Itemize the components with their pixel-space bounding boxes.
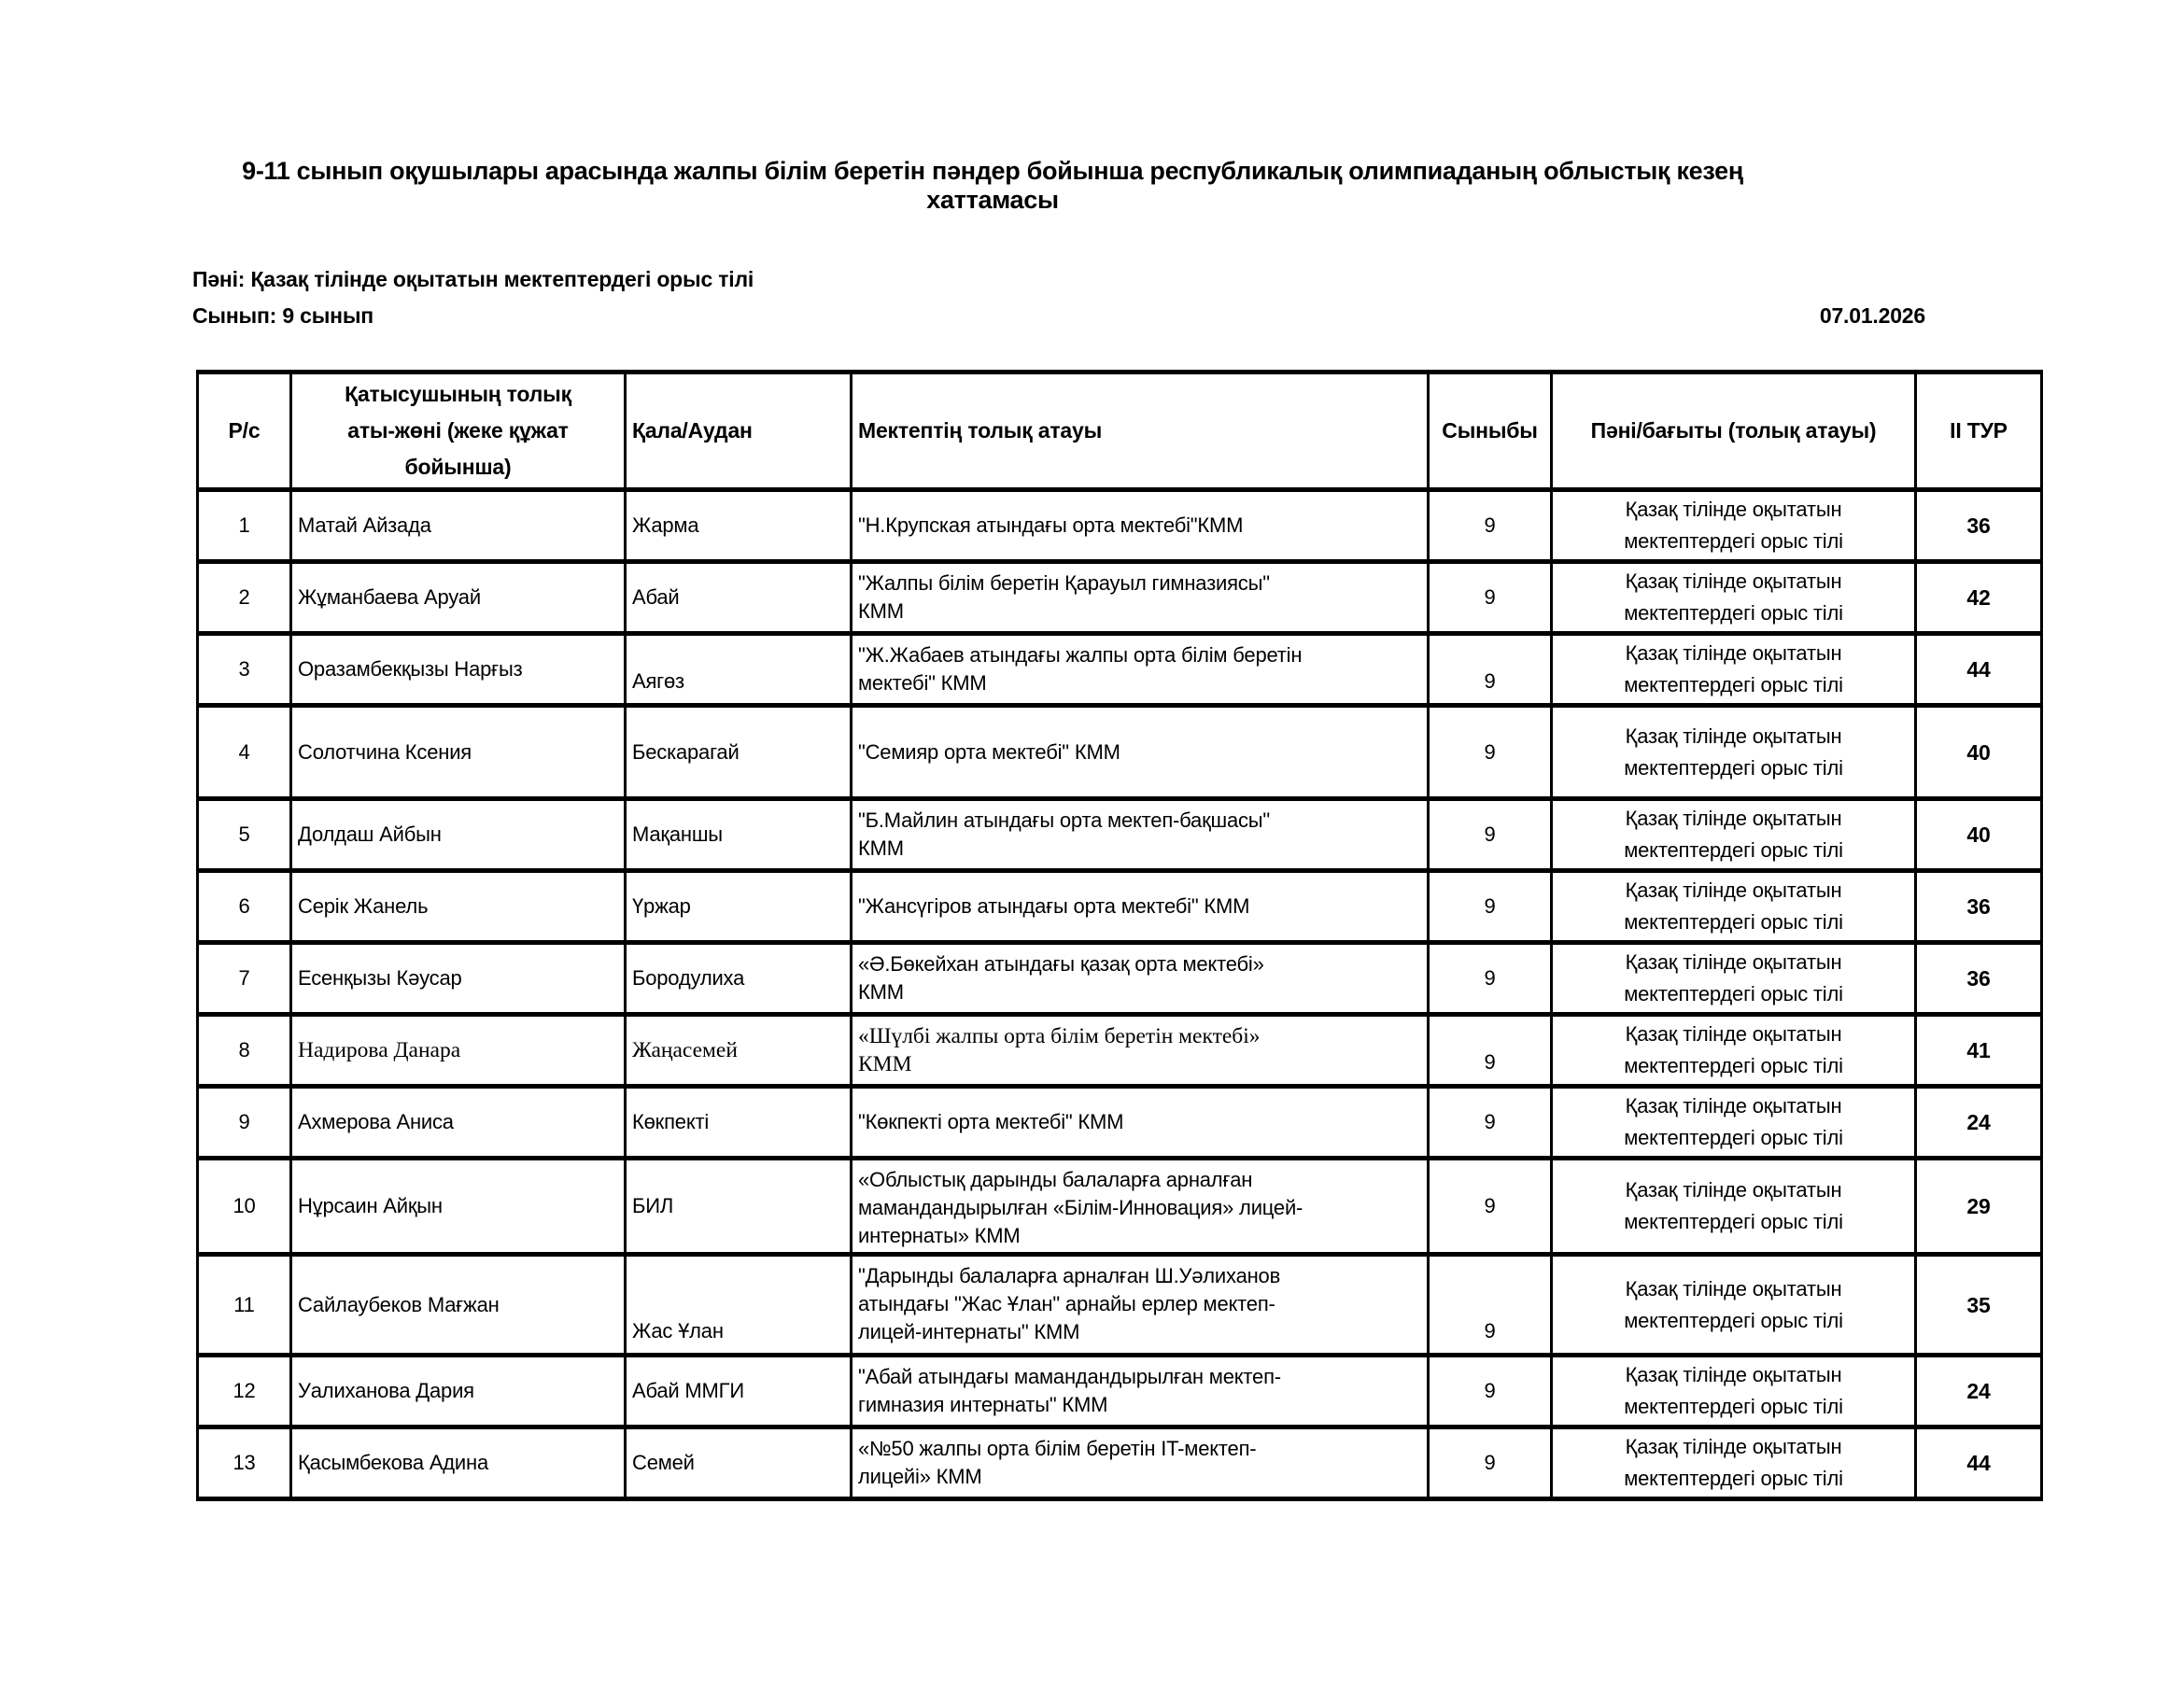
cell-num: 6 (198, 871, 291, 943)
header-city: Қала/Аудан (626, 373, 852, 490)
cell-score: 44 (1916, 634, 2042, 706)
cell-subject: Қазақ тілінде оқытатын мектептердегі орыс тілі (1552, 1427, 1916, 1499)
subject-line (192, 267, 2184, 292)
table-row (198, 706, 2042, 799)
cell-subject: Қазақ тілінде оқытатын мектептердегі орыс тілі (1552, 1356, 1916, 1427)
cell-name: Уалиханова Дария (291, 1356, 626, 1427)
cell-school: «Облыстық дарынды балаларға арналған мамандандырылған «Білім-Инновация» лицей-интернаты» КММ (852, 1159, 1429, 1255)
cell-name: Ахмерова Аниса (291, 1087, 626, 1159)
table-row (198, 634, 2042, 706)
cell-subject: Қазақ тілінде оқытатын мектептердегі орыс тілі (1552, 1159, 1916, 1255)
cell-grade: 9 (1429, 634, 1552, 706)
cell-name: Долдаш Айбын (291, 799, 626, 871)
header-school: Мектептің толық атауы (852, 373, 1429, 490)
cell-city: Бескарагай (626, 706, 852, 799)
header-grade: Сыныбы (1429, 373, 1552, 490)
cell-subject: Қазақ тілінде оқытатын мектептердегі орыс тілі (1552, 490, 1916, 562)
cell-subject: Қазақ тілінде оқытатын мектептердегі орыс тілі (1552, 634, 1916, 706)
cell-num: 7 (198, 943, 291, 1015)
cell-score: 40 (1916, 799, 2042, 871)
cell-subject: Қазақ тілінде оқытатын мектептердегі орыс тілі (1552, 706, 1916, 799)
header-score: II ТУР (1916, 373, 2042, 490)
cell-grade: 9 (1429, 799, 1552, 871)
cell-city: Көкпекті (626, 1087, 852, 1159)
cell-num: 12 (198, 1356, 291, 1427)
table-row (198, 1087, 2042, 1159)
cell-grade: 9 (1429, 871, 1552, 943)
subject-value: Қазақ тілінде оқытатын мектептердегі орыс тілі (250, 267, 754, 291)
cell-num: 1 (198, 490, 291, 562)
cell-city: Семей (626, 1427, 852, 1499)
cell-school: "Семияр орта мектебі" КММ (852, 706, 1429, 799)
header-subject: Пәні/бағыты (толық атауы) (1552, 373, 1916, 490)
table-row (198, 1255, 2042, 1356)
cell-score: 40 (1916, 706, 2042, 799)
cell-city: Жарма (626, 490, 852, 562)
cell-score: 35 (1916, 1255, 2042, 1356)
cell-score: 42 (1916, 562, 2042, 634)
cell-city: Абай ММГИ (626, 1356, 852, 1427)
cell-school: «Шүлбі жалпы орта білім беретін мектебі» КММ (852, 1015, 1429, 1087)
cell-school: «Ә.Бөкейхан атындағы қазақ орта мектебі» КММ (852, 943, 1429, 1015)
cell-name: Жұманбаева Аруай (291, 562, 626, 634)
cell-name: Оразамбекқызы Нарғыз (291, 634, 626, 706)
cell-num: 9 (198, 1087, 291, 1159)
cell-grade: 9 (1429, 1087, 1552, 1159)
cell-num: 8 (198, 1015, 291, 1087)
cell-city: Бородулиха (626, 943, 852, 1015)
table-row (198, 943, 2042, 1015)
cell-school: "Жалпы білім беретін Қарауыл гимназиясы" КММ (852, 562, 1429, 634)
cell-grade: 9 (1429, 1159, 1552, 1255)
cell-school: "Б.Майлин атындағы орта мектеп-бақшасы" КММ (852, 799, 1429, 871)
cell-grade: 9 (1429, 1255, 1552, 1356)
table-row (198, 1015, 2042, 1087)
cell-city: Жаңасемей (626, 1015, 852, 1087)
cell-score: 29 (1916, 1159, 2042, 1255)
table-row (198, 562, 2042, 634)
cell-score: 36 (1916, 871, 2042, 943)
cell-score: 24 (1916, 1356, 2042, 1427)
cell-num: 11 (198, 1255, 291, 1356)
cell-num: 2 (198, 562, 291, 634)
cell-name: Солотчина Ксения (291, 706, 626, 799)
table-row (198, 490, 2042, 562)
cell-school: "Көкпекті орта мектебі" КММ (852, 1087, 1429, 1159)
cell-name: Надирова Данара (291, 1015, 626, 1087)
cell-city: Үржар (626, 871, 852, 943)
cell-name: Серік Жанель (291, 871, 626, 943)
cell-city: Жас Ұлан (626, 1255, 852, 1356)
table-body (198, 490, 2042, 1499)
cell-score: 36 (1916, 943, 2042, 1015)
table-row (198, 1356, 2042, 1427)
subject-label: Пәні: (192, 267, 246, 291)
cell-grade: 9 (1429, 943, 1552, 1015)
cell-city: БИЛ (626, 1159, 852, 1255)
cell-num: 13 (198, 1427, 291, 1499)
table-row (198, 871, 2042, 943)
document-title: 9-11 сынып оқушылары арасында жалпы білім беретін пәндер бойынша республикалық олимпиаданың облыстық кезең хаттамасы (242, 157, 1743, 214)
cell-num: 3 (198, 634, 291, 706)
cell-subject: Қазақ тілінде оқытатын мектептердегі орыс тілі (1552, 562, 1916, 634)
cell-school: "Жансүгіров атындағы орта мектебі" КММ (852, 871, 1429, 943)
table-header (198, 373, 2042, 490)
table-row (198, 799, 2042, 871)
cell-num: 10 (198, 1159, 291, 1255)
cell-score: 36 (1916, 490, 2042, 562)
cell-subject: Қазақ тілінде оқытатын мектептердегі орыс тілі (1552, 871, 1916, 943)
table-row (198, 1159, 2042, 1255)
header-name: Қатысушының толық аты-жөні (жеке құжат бойынша) (291, 373, 626, 490)
document-page (0, 157, 2184, 1701)
cell-score: 41 (1916, 1015, 2042, 1087)
cell-subject: Қазақ тілінде оқытатын мектептердегі орыс тілі (1552, 1015, 1916, 1087)
grade-and-date-row (192, 303, 1925, 329)
cell-subject: Қазақ тілінде оқытатын мектептердегі орыс тілі (1552, 1087, 1916, 1159)
cell-school: "Дарынды балаларға арналған Ш.Уәлиханов атындағы "Жас Ұлан" арнайы ерлер мектеп- лицей-интернаты" КММ (852, 1255, 1429, 1356)
cell-subject: Қазақ тілінде оқытатын мектептердегі орыс тілі (1552, 1255, 1916, 1356)
cell-name: Матай Айзада (291, 490, 626, 562)
header-num: Р/с (198, 373, 291, 490)
cell-score: 44 (1916, 1427, 2042, 1499)
document-date: 07.01.2026 (1819, 303, 1925, 328)
cell-grade: 9 (1429, 490, 1552, 562)
cell-city: Аягөз (626, 634, 852, 706)
cell-name: Сайлаубеков Мағжан (291, 1255, 626, 1356)
cell-name: Есенқызы Кәусар (291, 943, 626, 1015)
cell-school: "Ж.Жабаев атындағы жалпы орта білім беретін мектебі" КММ (852, 634, 1429, 706)
grade-line (192, 303, 373, 329)
cell-city: Абай (626, 562, 852, 634)
cell-subject: Қазақ тілінде оқытатын мектептердегі орыс тілі (1552, 799, 1916, 871)
cell-num: 5 (198, 799, 291, 871)
grade-label: Сынып: (192, 303, 277, 328)
table-header-row (198, 373, 2042, 490)
cell-subject: Қазақ тілінде оқытатын мектептердегі орыс тілі (1552, 943, 1916, 1015)
table-row (198, 1427, 2042, 1499)
cell-school: «№50 жалпы орта білім беретін IT-мектеп-лицейі» КММ (852, 1427, 1429, 1499)
cell-grade: 9 (1429, 1427, 1552, 1499)
cell-grade: 9 (1429, 1356, 1552, 1427)
cell-grade: 9 (1429, 1015, 1552, 1087)
cell-city: Мақаншы (626, 799, 852, 871)
grade-value: 9 сынып (282, 303, 373, 328)
cell-num: 4 (198, 706, 291, 799)
cell-grade: 9 (1429, 706, 1552, 799)
cell-grade: 9 (1429, 562, 1552, 634)
cell-score: 24 (1916, 1087, 2042, 1159)
cell-name: Нұрсаин Айқын (291, 1159, 626, 1255)
cell-school: "Н.Крупская атындағы орта мектебі"КММ (852, 490, 1429, 562)
results-table (196, 370, 2043, 1501)
cell-school: "Абай атындағы мамандандырылған мектеп-гимназия интернаты" КММ (852, 1356, 1429, 1427)
cell-name: Қасымбекова Адина (291, 1427, 626, 1499)
